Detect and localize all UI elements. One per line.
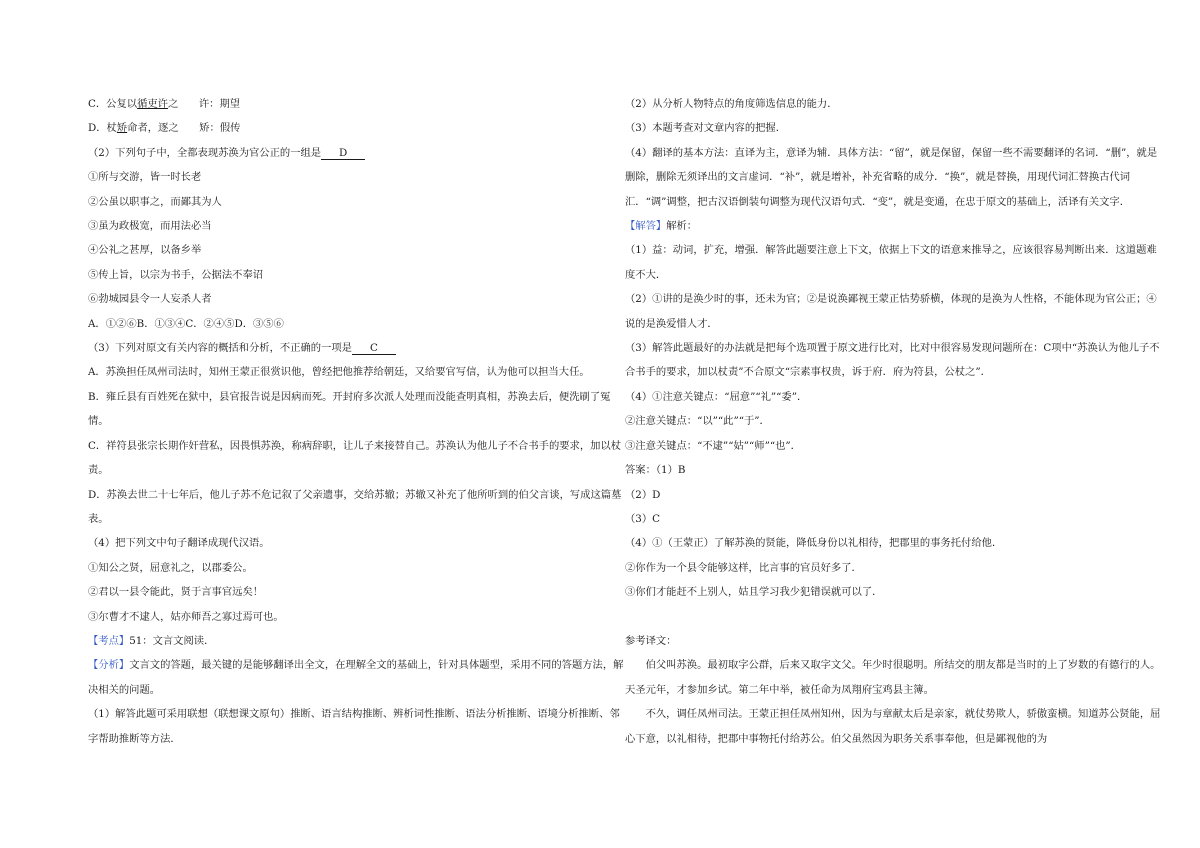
- answer-3: （3）C: [625, 512, 661, 525]
- analysis-point-2: （2）从分析人物特点的角度筛选信息的能力．: [625, 98, 838, 110]
- answer-1: 答案：（1）B: [625, 464, 686, 477]
- option-d-prefix: D．杖: [88, 122, 117, 135]
- option-d-suffix: 命者，逐之 矫：假传: [127, 122, 241, 135]
- sentence-5: ⑤传上旨，以宗为书手，公据法不奉诏: [88, 268, 264, 281]
- sentence-1: ①所与交游，皆一时长老: [88, 171, 202, 184]
- translate-sentence-3: ③尔曹才不逮人，姑亦师吾之寡过焉可也。: [88, 610, 284, 623]
- solution-2: （2）①讲的是涣少时的事，还未为官；②是说涣鄙视王蒙正怙势骄横，体现的是涣为人性格，不能体现为官公正；④说的是涣爱惜人才．: [625, 293, 1157, 330]
- fenxi-line: [88, 653, 628, 702]
- question-2-text: （2）下列句子中，全都表现苏涣为官公正的一组是: [88, 146, 322, 159]
- question-3-option-d: D．苏涣去世二十七年后，他儿子苏不危记叙了父亲遗事，交给苏辙；苏辙又补充了他所听到的伯父言谈，写成这篇墓表。: [88, 488, 622, 525]
- question-3-text: （3）下列对原文有关内容的概括和分析，不正确的一项是: [88, 342, 352, 355]
- fenxi-tag: 【分析】: [88, 659, 130, 672]
- translation-paragraph-1: 伯父叫苏涣。最初取字公群，后来又取字文父。年少时很聪明。所结交的朋友都是当时的上了岁数的有德行的人。天圣元年，才参加乡试。第二年中举，被任命为凤翔府宝鸡县主簿。: [625, 659, 1161, 696]
- solution-4-key-2: ②注意关键点：“以”“此”“于”．: [625, 415, 770, 428]
- option-c-prefix: C．公复以: [88, 98, 138, 110]
- jieda-tag: 【解答】: [625, 220, 667, 233]
- option-c-suffix: 之 许：期望: [167, 98, 241, 110]
- jieda-text: 解析：: [666, 220, 698, 233]
- question-3-option-c: C．祥符县张宗长期作奸营私，因畏惧苏涣，称病辞职，让儿子来接替自己。苏涣认为他儿子不合书手的要求，加以杖责。: [88, 439, 622, 477]
- question-2-answer: D: [321, 147, 365, 160]
- analysis-point-3: （3）本题考查对文章内容的把握．: [625, 122, 787, 135]
- jieda-line: [625, 214, 1165, 238]
- option-c-underlined: 循吏许: [137, 98, 168, 110]
- sentence-2: ②公虽以职事之，而鄙其为人: [88, 195, 222, 208]
- sentence-6: ⑥勃城园县令一人妄杀人者: [88, 293, 212, 306]
- answer-4-3: ③你们才能赶不上别人，姑且学习我少犯错误就可以了．: [625, 586, 883, 599]
- spacer: [625, 605, 1165, 629]
- question-4: （4）把下列文中句子翻译成现代汉语。: [88, 537, 270, 550]
- analysis-point-1: （1）解答此题可采用联想（联想课文原句）推断、语言结构推断、辨析词性推断、语法分析推断、语境分析推断、邻字帮助推断等方法．: [88, 708, 620, 745]
- answer-4-2: ②你作为一个县令能够这样，比言事的官员好多了．: [625, 561, 862, 574]
- kaodian-line: [88, 629, 628, 653]
- analysis-point-4: （4）翻译的基本方法：直译为主，意译为辅．具体方法：“留”，就是保留，保留一些不需要翻译的名词．“删”，就是删除，删除无须译出的文言虚词．“补”，就是增补，补充省略的成分．“换”，就是替换，用现代词汇替换古代词汇．“调”调整，把古汉语倒装句调整为现代汉语句式．“变”，就是变通，在忠于原文的基础上，活译有关文字．: [625, 146, 1158, 208]
- right-column: [625, 92, 1165, 751]
- solution-3: （3）解答此题最好的办法就是把每个选项置于原文进行比对，比对中很容易发现问题所在：C项中“苏涣认为他儿子不合书手的要求，加以杖责”不合原文“宗素事权贵，诉于府．府为符县，公杖之”．: [625, 342, 1160, 379]
- option-c-line: [88, 92, 628, 116]
- fenxi-text: 文言文的答题，最关键的是能够翻译出全文，在理解全文的基础上，针对具体题型，采用不同的答题方法，解决相关的问题。: [88, 659, 624, 696]
- translate-sentence-1: ①知公之贤，屈意礼之，以郡委公。: [88, 561, 253, 574]
- sentence-3: ③虽为政极宽，而用法必当: [88, 220, 212, 233]
- translation-paragraph-2: 不久，调任凤州司法。王蒙正担任凤州知州，因为与章献太后是亲家，就仗势欺人，骄傲蛮横。知道苏公贤能，屈心下意，以礼相待，把郡中事物托付给苏公。伯父虽然因为职务关系事奉他，但是鄙视他的为: [625, 708, 1161, 745]
- solution-1: （1）益：动词，扩充，增强．解答此题要注意上下文，依据上下文的语意来推导之，应该很容易判断出来．这道题难度不大．: [625, 244, 1157, 281]
- answer-4-1: （4）①（王蒙正）了解苏涣的贤能，降低身份以礼相待，把郡里的事务托付给他．: [625, 537, 1003, 550]
- reference-translation-heading: 参考译文：: [625, 634, 677, 647]
- question-3-answer: C: [352, 342, 396, 355]
- left-column: [88, 92, 628, 751]
- question-2: [88, 141, 628, 165]
- option-d-underlined: 矫: [116, 122, 128, 135]
- solution-4-key-1: （4）①注意关键点：“屈意”“礼”“委”．: [625, 390, 808, 403]
- kaodian-tag: 【考点】: [88, 634, 130, 647]
- option-d-line: [88, 116, 628, 140]
- question-3-option-a: A．苏涣担任凤州司法时，知州王蒙正很赏识他，曾经把他推荐给朝廷，又给要官写信，认为他可以担当大任。: [88, 366, 590, 379]
- translate-sentence-2: ②君以一县令能此，贤于言事官远矣！: [88, 586, 264, 599]
- question-2-options: A．①②⑥B．①③④C．②④⑤D．③⑤⑥: [88, 317, 284, 330]
- kaodian-text: 51：文言文阅读．: [129, 634, 215, 647]
- question-3-option-b: B．雍丘县有百姓死在狱中，县官报告说是因病而死。开封府多次派人处理而没能查明真相，苏涣去后，便洗刷了冤情。: [88, 390, 611, 428]
- sentence-4: ④公礼之甚厚，以备乡举: [88, 244, 202, 257]
- question-3: [88, 336, 628, 360]
- answer-2: （2）D: [625, 488, 661, 501]
- solution-4-key-3: ③注意关键点：“不逮”“姑”“师”“也”．: [625, 439, 801, 452]
